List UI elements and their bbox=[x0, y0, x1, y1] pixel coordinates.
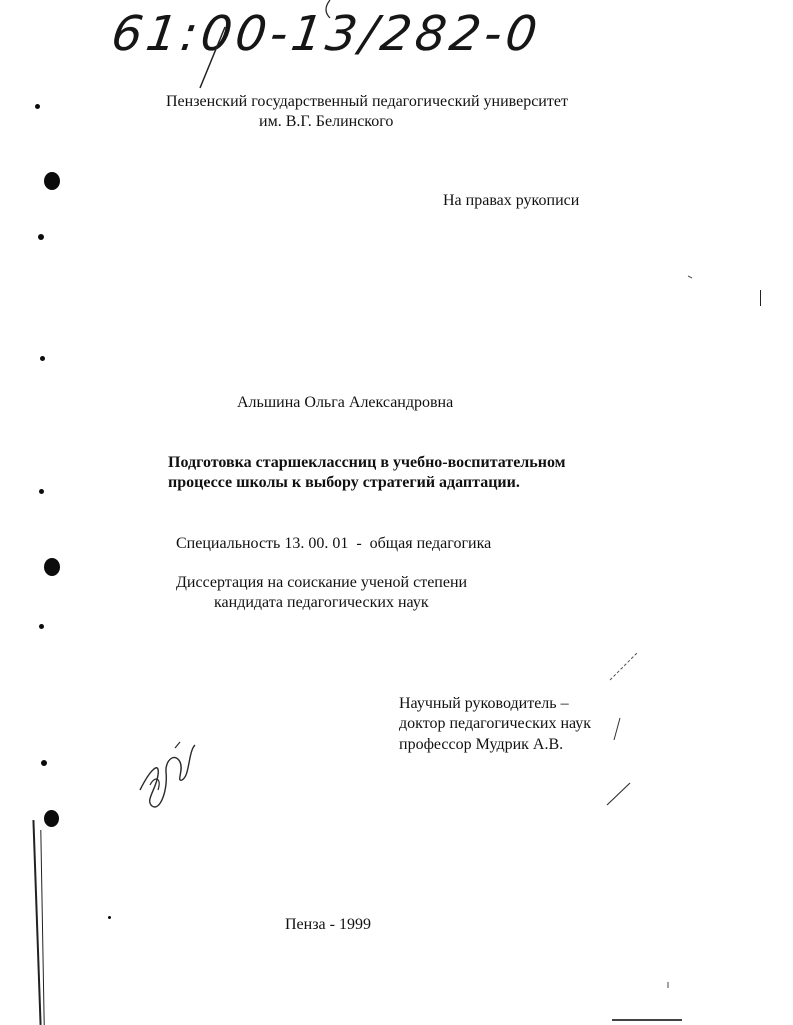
dissertation-title-line1: Подготовка старшеклассниц в учебно-воспитательном bbox=[168, 454, 566, 471]
degree-line1: Диссертация на соискание ученой степени bbox=[176, 574, 468, 591]
pen-stroke bbox=[614, 718, 620, 740]
handwritten-archive-code: 61:00-13/282-0 bbox=[108, 6, 545, 62]
supervisor-line2: доктор педагогических наук bbox=[399, 715, 592, 732]
city-year: Пенза - 1999 bbox=[285, 916, 371, 933]
pen-stroke bbox=[688, 276, 692, 278]
pen-stroke bbox=[607, 783, 630, 805]
supervisor-line1: Научный руководитель – bbox=[399, 695, 569, 712]
university-named-after: им. В.Г. Белинского bbox=[259, 113, 394, 130]
pen-stroke bbox=[326, 0, 330, 18]
author-name: Альшина Ольга Александровна bbox=[237, 394, 454, 411]
supervisor-line3: профессор Мудрик А.В. bbox=[399, 736, 564, 753]
specialty: Специальность 13. 00. 01 - общая педагогика bbox=[176, 535, 492, 552]
university-name: Пензенский государственный педагогический университет bbox=[166, 93, 568, 110]
dissertation-title-line2: процессе школы к выбору стратегий адаптации. bbox=[168, 474, 520, 491]
degree-line2: кандидата педагогических наук bbox=[214, 594, 429, 611]
pen-stroke bbox=[610, 652, 638, 680]
rights-note: На правах рукописи bbox=[443, 192, 580, 209]
pen-stroke bbox=[200, 27, 225, 88]
handwritten-signature bbox=[140, 742, 195, 807]
